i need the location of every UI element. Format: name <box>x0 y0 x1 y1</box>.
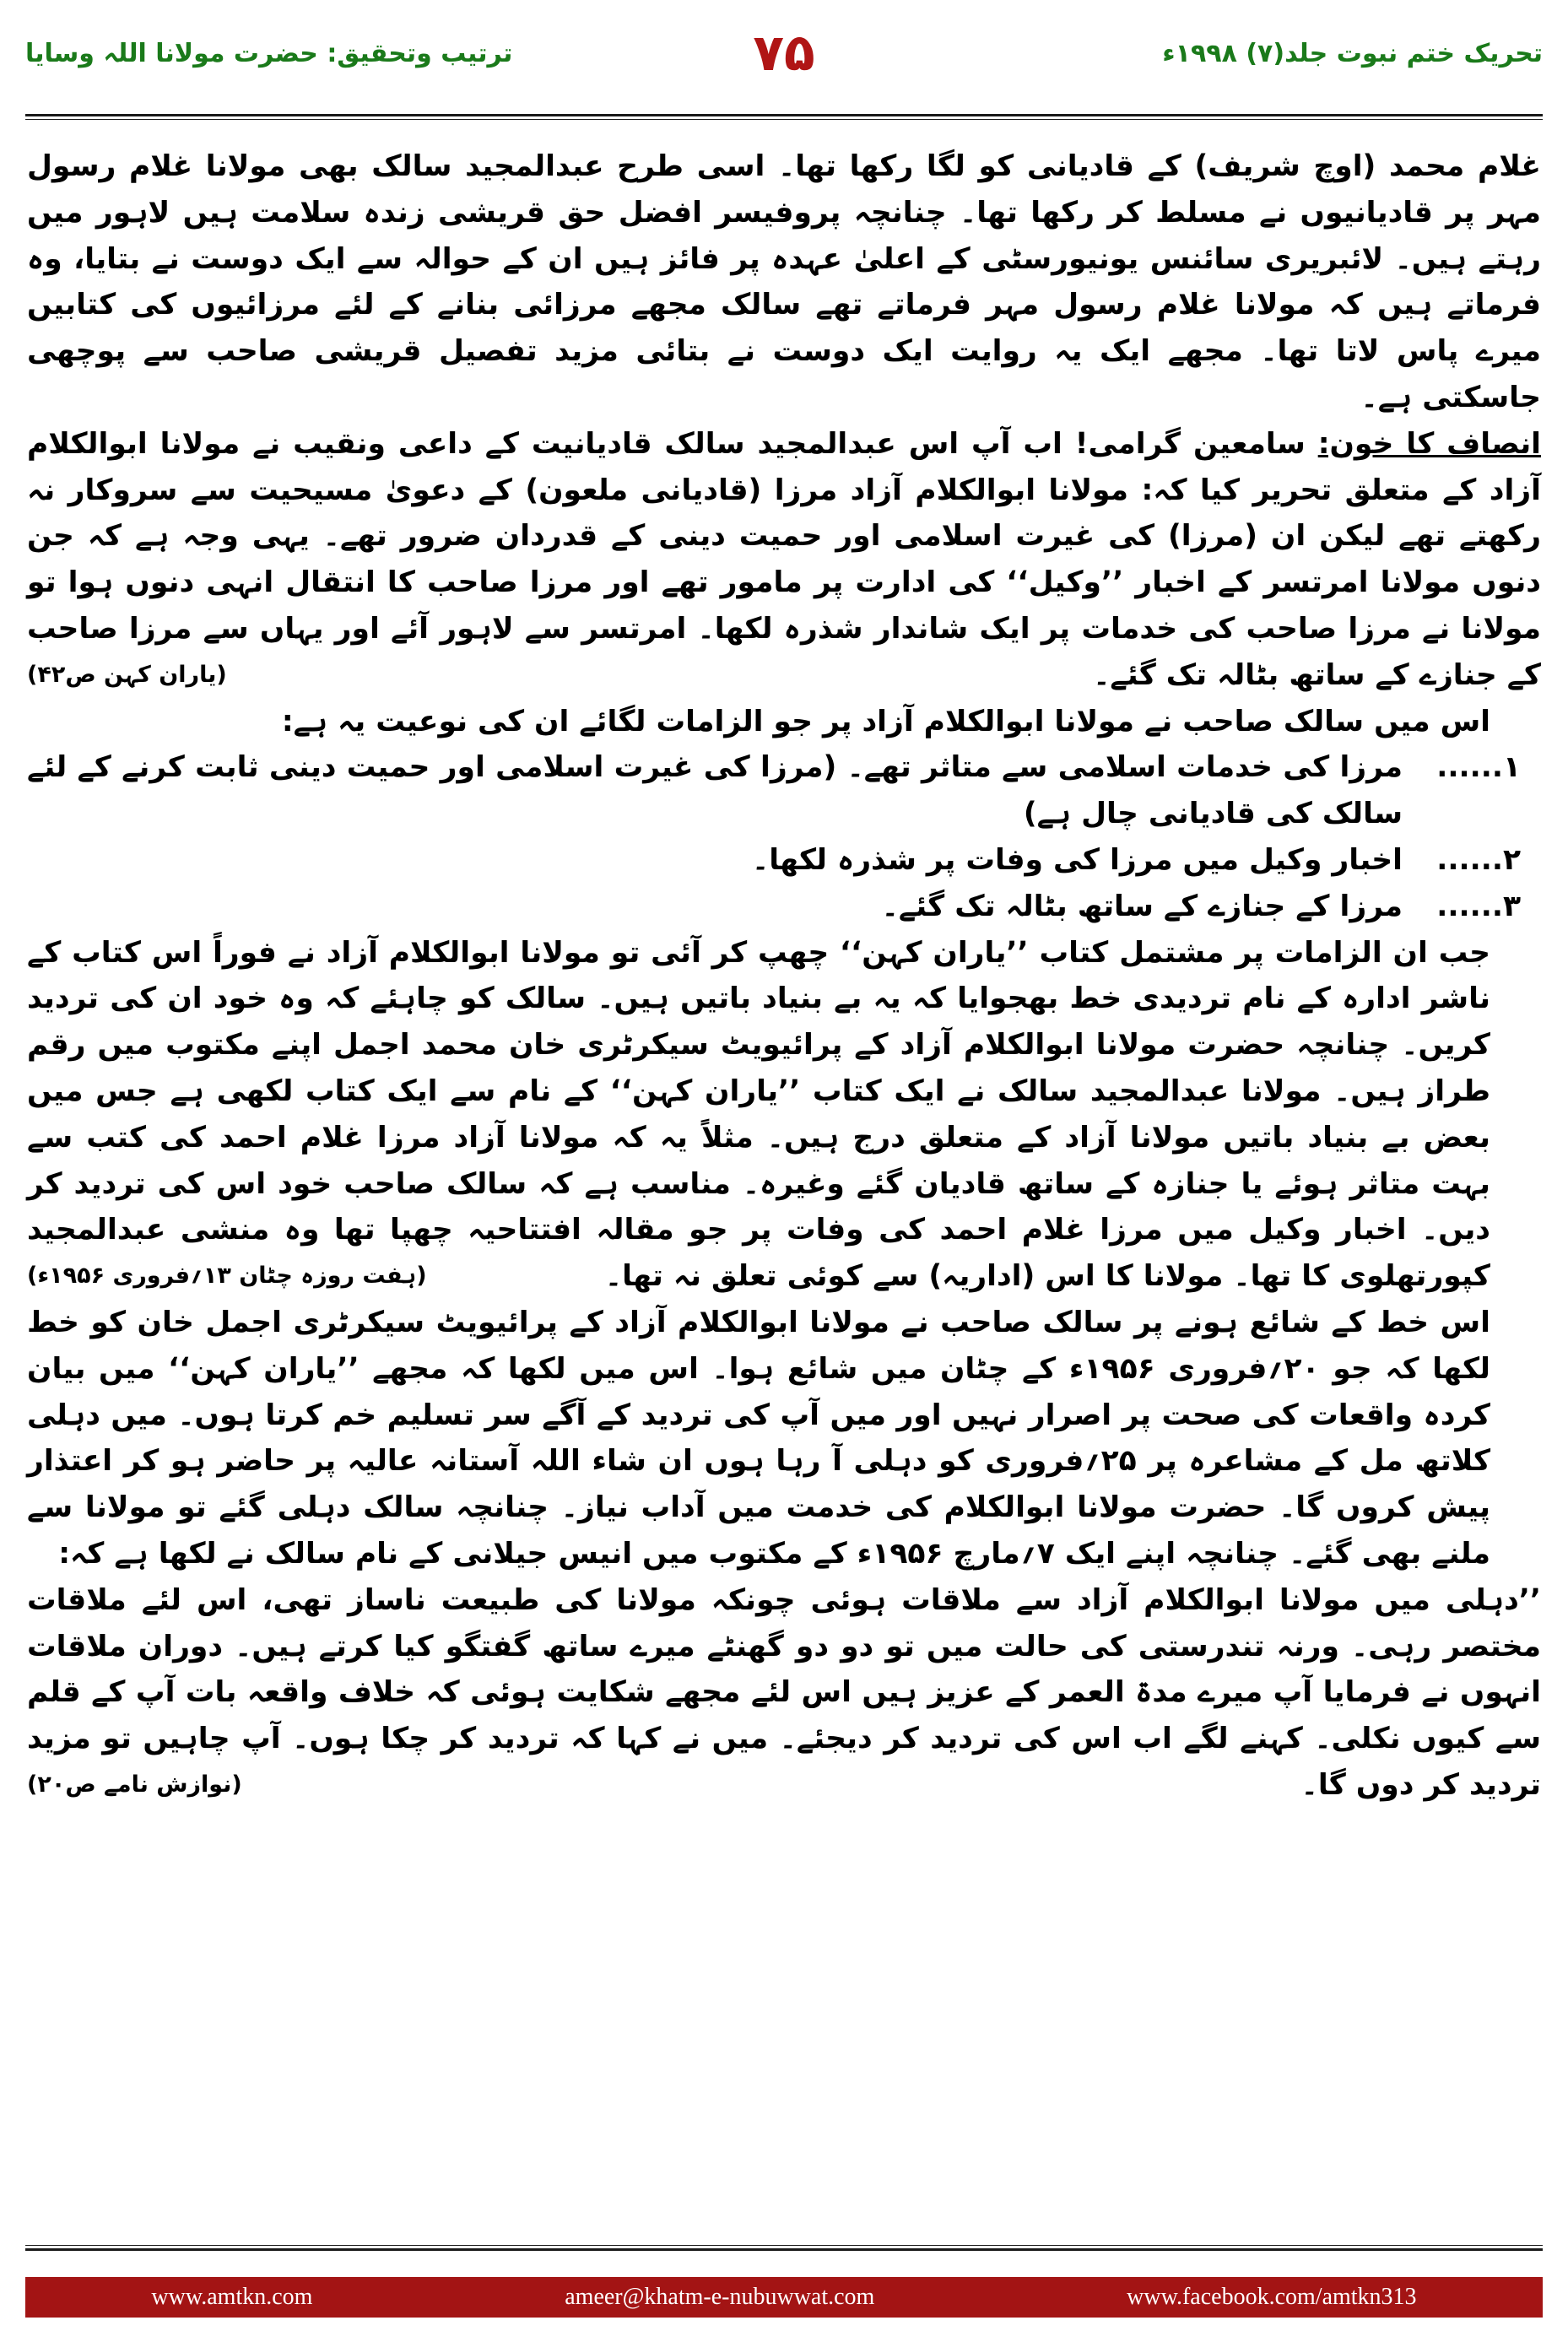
facebook-link[interactable]: www.facebook.com/amtkn313 <box>1127 2284 1417 2310</box>
list-item-text: اخبار وکیل میں مرزا کی وفات پر شذرہ لکھا۔ <box>752 842 1403 877</box>
reference-yaran-kuhan: (یاران کہن ص۴۲) <box>27 661 227 688</box>
paragraph-4 <box>27 930 1541 1300</box>
paragraph-6-text: ’’دہلی میں مولانا ابوالکلام آزاد سے ملاقات ہوئی چونکہ مولانا کی طبیعت ناساز تھی، اس لئے ملاقات مختصر رہی۔ ورنہ تندرستی کی حالت میں تو دو دو گھنٹے میرے ساتھ گفتگو کیا کرتے ہیں۔ دوران ملاقات انہوں نے فرمایا آپ میرے مدۃ العمر کے عزیز ہیں اس لئے مجھے شکایت ہوئی کہ خلاف واقعہ بات آپ کے قلم سے کیوں نکلی۔ کہنے لگے اب اس کی تردید کر دیجئے۔ میں نے کہا کہ تردید کر چکا ہوں۔ آپ چاہیں تو مزید تردید کر دوں گا۔ <box>27 1582 1541 1802</box>
paragraph-2-text: سامعین گرامی! اب آپ اس عبدالمجید سالک قادیانیت کے داعی ونقیب نے مولانا ابوالکلام آزاد کے متعلق تحریر کیا کہ: مولانا ابوالکلام آزاد مرزا (قادیانی ملعون) کے دعویٰ مسیحیت سے سروکار نہ رکھتے تھے لیکن ان (مرزا) کی غیرت اسلامی اور حمیت دینی کے قدردان ضرور تھے۔ یہی وجہ ہے کہ جن دنوں مولانا امرتسر کے اخبار ’’وکیل‘‘ کی ادارت پر مامور تھے اور مرزا صاحب کا انتقال انہی دنوں ہوا تو مولانا نے مرزا صاحب کی خدمات پر ایک شاندار شذرہ لکھا۔ امرتسر سے لاہور آئے اور یہاں سے مرزا صاحب کے جنازے کے ساتھ بٹالہ تک گئے۔ <box>27 426 1541 692</box>
paragraph-6 <box>27 1577 1541 1809</box>
page-number: ۷۵ <box>753 24 815 83</box>
footer-bar <box>25 2277 1543 2318</box>
reference-chattan: (ہفت روزہ چٹان ۱۳؍فروری ۱۹۵۶ء) <box>27 1263 427 1290</box>
list-item-number: ۱...... <box>1436 750 1521 785</box>
list-item <box>27 744 1541 837</box>
reference-nawazish-namay: (نوازش نامے ص۲۰) <box>27 1771 242 1798</box>
email-link[interactable]: ameer@khatm-e-nubuwwat.com <box>565 2284 875 2310</box>
website-link[interactable]: www.amtkn.com <box>151 2284 313 2310</box>
list-item <box>27 837 1541 884</box>
paragraph-3: اس میں سالک صاحب نے مولانا ابوالکلام آزاد پر جو الزامات لگائے ان کی نوعیت یہ ہے: <box>281 704 1490 738</box>
paragraph-2 <box>27 421 1541 699</box>
list-item <box>27 884 1541 930</box>
paragraph-1: غلام محمد (اوچ شریف) کے قادیانی کو لگا رکھا تھا۔ اسی طرح عبدالمجید سالک بھی مولانا غلام رسول مہر پر قادیانیوں نے مسلط کر رکھا تھا۔ چنانچہ پروفیسر افضل حق قریشی زندہ سلامت ہیں لاہور میں رہتے ہیں۔ لائبریری سائنس یونیورسٹی کے اعلیٰ عہدہ پر فائز ہیں ان کے حوالہ سے ایک دوست نے بتایا، وہ فرماتے ہیں کہ مولانا غلام رسول مہر فرماتے تھے سالک مجھے مرزائی بنانے کے لئے مرزائیوں کی کتابیں میرے پاس لاتا تھا۔ مجھے ایک یہ روایت ایک دوست نے بتائی مزید تفصیل قریشی صاحب سے پوچھی جاسکتی ہے۔ <box>27 149 1541 414</box>
list-item-text: مرزا کی خدمات اسلامی سے متاثر تھے۔ (مرزا کی غیرت اسلامی اور حمیت دینی ثابت کرنے کے لئے سالک کی قادیانی چال ہے) <box>27 750 1403 831</box>
paragraph-4-text: جب ان الزامات پر مشتمل کتاب ’’یاران کہن‘‘ چھپ کر آئی تو مولانا ابوالکلام آزاد نے فوراً اس کتاب کے ناشر ادارہ کے نام تردیدی خط بھجوایا کہ یہ بے بنیاد باتیں ہیں۔ سالک کو چاہئے کہ وہ خود ان کی تردید کریں۔ چنانچہ حضرت مولانا ابوالکلام آزاد کے پرائیویٹ سیکرٹری خان محمد اجمل اپنے مکتوب میں رقم طراز ہیں۔ مولانا عبدالمجید سالک نے ایک کتاب ’’یاران کہن‘‘ کے نام سے ایک کتاب لکھی ہے جس میں بعض بے بنیاد باتیں مولانا آزاد کے متعلق درج ہیں۔ مثلاً یہ کہ مولانا آزاد مرزا غلام احمد کی کتب سے بہت متاثر ہوئے یا جنازہ کے ساتھ قادیان گئے وغیرہ۔ مناسب ہے کہ سالک صاحب خود اس کی تردید کر دیں۔ اخبار وکیل میں مرزا غلام احمد کی وفات پر جو مقالہ افتتاحیہ چھپا تھا وہ منشی عبدالمجید کپورتھلوی کا تھا۔ مولانا کا اس (اداریہ) سے کوئی تعلق نہ تھا۔ <box>27 935 1490 1294</box>
footer-divider <box>25 2245 1543 2251</box>
paragraph-5: اس خط کے شائع ہونے پر سالک صاحب نے مولانا ابوالکلام آزاد کے پرائیویٹ سیکرٹری اجمل خان کو خط لکھا کہ جو ۲۰؍فروری ۱۹۵۶ء کے چٹان میں شائع ہوا۔ اس میں لکھا کہ مجھے ’’یاران کہن‘‘ میں بیان کردہ واقعات کی صحت پر اصرار نہیں اور میں آپ کی تردید کے آگے سر تسلیم خم کرتا ہوں۔ میں دہلی کلاتھ مل کے مشاعرہ پر ۲۵؍فروری کو دہلی آ رہا ہوں ان شاء اللہ آستانہ عالیہ پر حاضر ہو کر اعتذار پیش کروں گا۔ حضرت مولانا ابوالکلام کی خدمت میں آداب نیاز۔ چنانچہ سالک دہلی گئے تو مولانا سے ملنے بھی گئے۔ چنانچہ اپنے ایک ۷؍مارچ ۱۹۵۶ء کے مکتوب میں انیس جیلانی کے نام سالک نے لکھا ہے کہ: <box>27 1305 1491 1571</box>
page-body <box>27 143 1541 1809</box>
compiler-credit: ترتیب وتحقیق: حضرت مولانا اللہ وسایا <box>25 39 513 68</box>
list-item-text: مرزا کے جنازے کے ساتھ بٹالہ تک گئے۔ <box>881 889 1403 923</box>
list-item-number: ۳...... <box>1436 889 1521 923</box>
book-title: تحریک ختم نبوت جلد(۷) ۱۹۹۸ء <box>1162 39 1543 68</box>
header-divider <box>25 114 1543 120</box>
section-heading: انصاف کا خون: <box>1317 426 1541 461</box>
list-item-number: ۲...... <box>1436 842 1521 877</box>
page-header <box>25 24 1543 100</box>
